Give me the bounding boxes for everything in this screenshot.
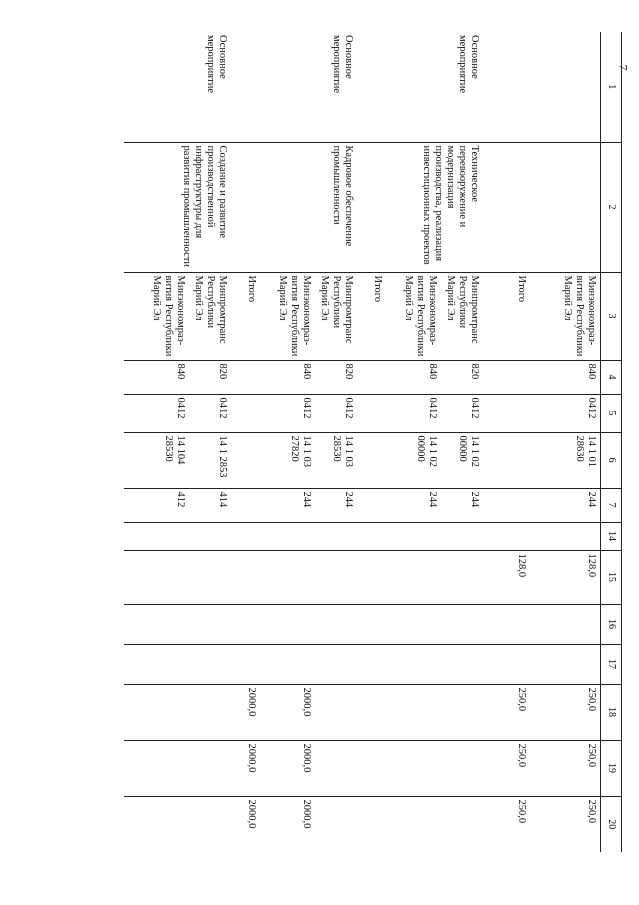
header-cell-3: 3 <box>601 272 622 360</box>
cell-description <box>491 142 531 272</box>
cell-expense-type: 412 <box>124 488 189 522</box>
cell-col-17 <box>124 644 189 684</box>
cell-activity <box>238 32 260 142</box>
table-row <box>491 32 531 852</box>
cell-col-16 <box>531 604 601 644</box>
cell-col-20 <box>386 796 441 852</box>
cell-col-14 <box>260 522 315 550</box>
cell-grbs: 840 <box>124 360 189 394</box>
cell-expense-type: 414 <box>189 488 238 522</box>
cell-section <box>238 394 260 432</box>
table-row <box>441 32 490 852</box>
cell-col-19 <box>189 740 238 796</box>
cell-col-20: 250,0 <box>531 796 601 852</box>
cell-col-20 <box>124 796 189 852</box>
cell-col-19 <box>315 740 364 796</box>
cell-grbs: 820 <box>441 360 490 394</box>
header-cell-18: 18 <box>601 684 622 740</box>
cell-col-18: 250,0 <box>491 684 531 740</box>
cell-col-19: 250,0 <box>491 740 531 796</box>
cell-col-17 <box>315 644 364 684</box>
cell-col-20: 2000,0 <box>260 796 315 852</box>
cell-expense-type <box>491 488 531 522</box>
cell-col-17 <box>260 644 315 684</box>
cell-target-article: 14 1 03 28530 <box>315 432 364 488</box>
cell-col-18: 2000,0 <box>238 684 260 740</box>
cell-col-16 <box>364 604 386 644</box>
cell-col-15 <box>238 550 260 604</box>
cell-expense-type <box>238 488 260 522</box>
cell-activity <box>491 32 531 142</box>
cell-grbs: 840 <box>386 360 441 394</box>
cell-col-16 <box>491 604 531 644</box>
cell-target-article: 14 104 28530 <box>124 432 189 488</box>
cell-expense-type <box>364 488 386 522</box>
cell-col-19 <box>386 740 441 796</box>
cell-expense-type: 244 <box>386 488 441 522</box>
cell-col-19 <box>124 740 189 796</box>
cell-target-article <box>238 432 260 488</box>
cell-executor: Минэкономраз-вития Республики Марий Эл <box>124 272 189 360</box>
cell-section: 0412 <box>531 394 601 432</box>
cell-col-19 <box>441 740 490 796</box>
cell-grbs <box>238 360 260 394</box>
header-cell-19: 19 <box>601 740 622 796</box>
cell-target-article: 14 1 02 00000 <box>441 432 490 488</box>
header-cell-5: 5 <box>601 394 622 432</box>
cell-col-14 <box>124 522 189 550</box>
cell-col-14 <box>386 522 441 550</box>
cell-grbs <box>364 360 386 394</box>
cell-executor: Минэкономраз-вития Республики Марий Эл <box>260 272 315 360</box>
budget-table <box>124 32 622 852</box>
cell-col-15: 128,0 <box>531 550 601 604</box>
cell-total-label: Итого <box>364 272 386 360</box>
header-cell-15: 15 <box>601 550 622 604</box>
cell-section: 0412 <box>260 394 315 432</box>
cell-expense-type: 244 <box>531 488 601 522</box>
cell-executor: Минпромтранс Республики Марий Эл <box>441 272 490 360</box>
cell-activity <box>260 32 315 142</box>
cell-col-15 <box>386 550 441 604</box>
cell-col-19: 250,0 <box>531 740 601 796</box>
cell-activity <box>124 32 189 142</box>
cell-activity: Основное мероприятие <box>457 35 481 93</box>
header-cell-7: 7 <box>601 488 622 522</box>
cell-col-19: 2000,0 <box>260 740 315 796</box>
cell-grbs: 840 <box>531 360 601 394</box>
cell-col-18 <box>441 684 490 740</box>
cell-section: 0412 <box>441 394 490 432</box>
cell-grbs: 820 <box>315 360 364 394</box>
cell-col-16 <box>315 604 364 644</box>
cell-col-18 <box>386 684 441 740</box>
cell-target-article: 14 1 02 00000 <box>386 432 441 488</box>
cell-activity <box>364 32 386 142</box>
cell-total-label: Итого <box>491 272 531 360</box>
cell-col-15 <box>260 550 315 604</box>
cell-col-16 <box>124 604 189 644</box>
cell-col-17 <box>238 644 260 684</box>
cell-grbs <box>491 360 531 394</box>
cell-col-20 <box>189 796 238 852</box>
cell-col-14 <box>315 522 364 550</box>
header-row <box>601 32 622 852</box>
cell-col-15 <box>189 550 238 604</box>
cell-col-14 <box>491 522 531 550</box>
cell-expense-type: 244 <box>260 488 315 522</box>
cell-col-17 <box>386 644 441 684</box>
cell-executor: Минпромтранс Республики Марий Эл <box>315 272 364 360</box>
cell-activity <box>386 32 441 142</box>
cell-expense-type: 244 <box>441 488 490 522</box>
cell-target-article: 14 1 2853 <box>189 432 238 488</box>
cell-target-article <box>364 432 386 488</box>
cell-section <box>491 394 531 432</box>
header-cell-1: 1 <box>601 32 622 142</box>
cell-col-17 <box>189 644 238 684</box>
cell-col-20 <box>441 796 490 852</box>
cell-col-19: 2000,0 <box>238 740 260 796</box>
cell-description <box>531 142 601 272</box>
header-cell-20: 20 <box>601 796 622 852</box>
header-cell-14: 14 <box>601 522 622 550</box>
table-row <box>189 32 238 852</box>
cell-executor: Минэкономраз-вития Республики Марий Эл <box>386 272 441 360</box>
cell-section: 0412 <box>315 394 364 432</box>
cell-col-16 <box>260 604 315 644</box>
cell-description: Создание и развитие производственной инфраструктуры для развития промышленности <box>124 142 238 272</box>
cell-target-article: 14 1 01 28630 <box>531 432 601 488</box>
landscape-table-wrapper <box>102 32 622 852</box>
cell-col-15 <box>315 550 364 604</box>
cell-col-17 <box>491 644 531 684</box>
cell-col-14 <box>189 522 238 550</box>
cell-section: 0412 <box>386 394 441 432</box>
cell-target-article: 14 1 03 27820 <box>260 432 315 488</box>
cell-col-18 <box>315 684 364 740</box>
cell-target-article <box>491 432 531 488</box>
cell-col-20: 2000,0 <box>238 796 260 852</box>
header-cell-17: 17 <box>601 644 622 684</box>
page-number: 7 <box>616 64 631 71</box>
cell-col-15 <box>441 550 490 604</box>
header-cell-16: 16 <box>601 604 622 644</box>
cell-col-16 <box>189 604 238 644</box>
cell-col-20: 250,0 <box>491 796 531 852</box>
cell-col-14 <box>238 522 260 550</box>
cell-total-label: Итого <box>238 272 260 360</box>
header-cell-2: 2 <box>601 142 622 272</box>
cell-grbs: 820 <box>189 360 238 394</box>
cell-col-17 <box>441 644 490 684</box>
cell-col-15 <box>124 550 189 604</box>
cell-col-20 <box>315 796 364 852</box>
cell-col-17 <box>364 644 386 684</box>
header-cell-6: 6 <box>601 432 622 488</box>
cell-activity: Основное мероприятие <box>205 35 229 93</box>
cell-activity <box>531 32 601 142</box>
cell-col-14 <box>531 522 601 550</box>
cell-section: 0412 <box>124 394 189 432</box>
cell-executor: Минпромтранс Республики Марий Эл <box>189 272 238 360</box>
cell-col-16 <box>386 604 441 644</box>
cell-col-14 <box>364 522 386 550</box>
cell-col-17 <box>531 644 601 684</box>
cell-section: 0412 <box>189 394 238 432</box>
cell-col-16 <box>441 604 490 644</box>
cell-col-18 <box>189 684 238 740</box>
header-cell-4: 4 <box>601 360 622 394</box>
cell-col-18: 250,0 <box>531 684 601 740</box>
cell-expense-type: 244 <box>315 488 364 522</box>
cell-grbs: 840 <box>260 360 315 394</box>
cell-description: Кадровое обеспечение промышленности <box>238 142 364 272</box>
cell-col-18 <box>364 684 386 740</box>
cell-col-15 <box>364 550 386 604</box>
cell-description: Техническое перевооружение и модернизация производства, реализация инвестиционных проектов <box>364 142 490 272</box>
cell-col-18 <box>124 684 189 740</box>
cell-executor: Минэкономраз-вития Республики Марий Эл <box>531 272 601 360</box>
table-row <box>531 32 601 852</box>
cell-col-20 <box>364 796 386 852</box>
cell-col-14 <box>441 522 490 550</box>
cell-col-18: 2000,0 <box>260 684 315 740</box>
cell-col-16 <box>238 604 260 644</box>
cell-section <box>364 394 386 432</box>
table-row <box>315 32 364 852</box>
cell-col-19 <box>364 740 386 796</box>
cell-activity: Основное мероприятие <box>331 35 355 93</box>
cell-col-15: 128,0 <box>491 550 531 604</box>
